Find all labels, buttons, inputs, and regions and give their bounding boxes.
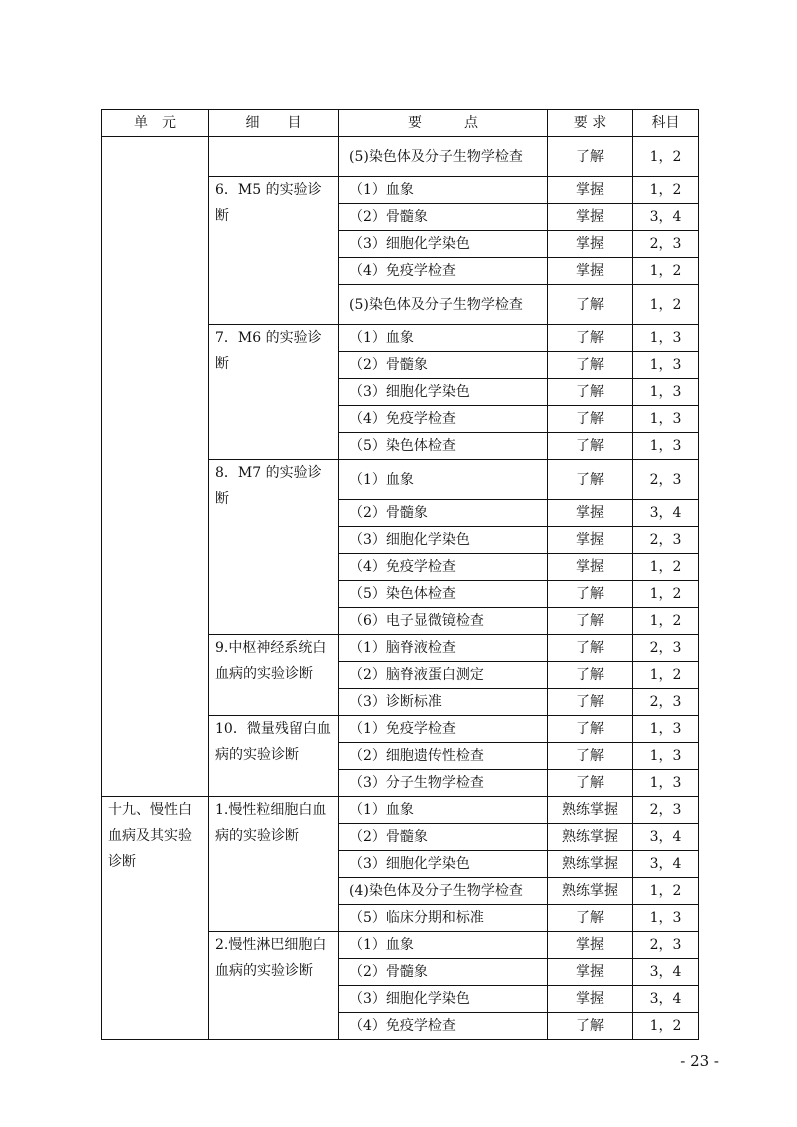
point-cell: （2）骨髓象 — [339, 500, 548, 527]
point-cell: （2）骨髓象 — [339, 352, 548, 379]
subject-cell: 3，4 — [633, 851, 699, 878]
item-cell: 10．微量残留白血病的实验诊断 — [209, 716, 339, 797]
subject-cell: 1，3 — [633, 325, 699, 352]
point-cell: （3）细胞化学染色 — [339, 986, 548, 1013]
point-cell: （5）临床分期和标准 — [339, 905, 548, 932]
point-cell: （1）血象 — [339, 460, 548, 500]
requirement-cell: 掌握 — [548, 932, 633, 959]
requirement-cell: 了解 — [548, 716, 633, 743]
point-cell: （4）免疫学检查 — [339, 258, 548, 285]
subject-cell: 3，4 — [633, 500, 699, 527]
table-row — [102, 797, 699, 824]
point-cell: （2）骨髓象 — [339, 959, 548, 986]
subject-cell: 2，3 — [633, 527, 699, 554]
requirement-cell: 了解 — [548, 137, 633, 177]
subject-cell: 1，3 — [633, 716, 699, 743]
subject-cell: 1，2 — [633, 137, 699, 177]
requirement-cell: 掌握 — [548, 986, 633, 1013]
syllabus-table — [101, 109, 699, 1040]
point-cell: （4）免疫学检查 — [339, 1013, 548, 1040]
point-cell: （2）脑脊液蛋白测定 — [339, 662, 548, 689]
item-cell: 6．M5 的实验诊断 — [209, 177, 339, 325]
requirement-cell: 掌握 — [548, 231, 633, 258]
subject-cell: 1，2 — [633, 258, 699, 285]
subject-cell: 2，3 — [633, 932, 699, 959]
requirement-cell: 了解 — [548, 662, 633, 689]
point-cell: （2）骨髓象 — [339, 204, 548, 231]
requirement-cell: 掌握 — [548, 554, 633, 581]
item-cell: 2.慢性淋巴细胞白血病的实验诊断 — [209, 932, 339, 1040]
requirement-cell: 了解 — [548, 608, 633, 635]
requirement-cell: 了解 — [548, 635, 633, 662]
requirement-cell: 了解 — [548, 1013, 633, 1040]
subject-cell: 1，2 — [633, 285, 699, 325]
subject-cell: 1，2 — [633, 177, 699, 204]
requirement-cell: 了解 — [548, 770, 633, 797]
subject-cell: 1，2 — [633, 1013, 699, 1040]
subject-cell: 1，3 — [633, 743, 699, 770]
point-cell: （5）染色体检查 — [339, 433, 548, 460]
point-cell: （3）分子生物学检查 — [339, 770, 548, 797]
subject-cell: 2，3 — [633, 635, 699, 662]
header-requirement: 要 求 — [548, 110, 633, 137]
point-cell: （1）血象 — [339, 325, 548, 352]
header-point: 要 点 — [339, 110, 548, 137]
point-cell: （4）免疫学检查 — [339, 406, 548, 433]
point-cell: (5)染色体及分子生物学检查 — [339, 137, 548, 177]
requirement-cell: 熟练掌握 — [548, 851, 633, 878]
requirement-cell: 了解 — [548, 406, 633, 433]
point-cell: （4）免疫学检查 — [339, 554, 548, 581]
requirement-cell: 掌握 — [548, 959, 633, 986]
subject-cell: 1，3 — [633, 770, 699, 797]
requirement-cell: 了解 — [548, 581, 633, 608]
point-cell: （1）血象 — [339, 797, 548, 824]
page-number: - 23 - — [680, 1052, 719, 1070]
item-cell: 8．M7 的实验诊断 — [209, 460, 339, 635]
subject-cell: 1，2 — [633, 581, 699, 608]
requirement-cell: 了解 — [548, 352, 633, 379]
requirement-cell: 熟练掌握 — [548, 797, 633, 824]
item-cell: 7．M6 的实验诊断 — [209, 325, 339, 460]
subject-cell: 1，2 — [633, 662, 699, 689]
requirement-cell: 了解 — [548, 689, 633, 716]
subject-cell: 2，3 — [633, 797, 699, 824]
subject-cell: 1，3 — [633, 905, 699, 932]
requirement-cell: 了解 — [548, 325, 633, 352]
item-cell: 9.中枢神经系统白血病的实验诊断 — [209, 635, 339, 716]
header-item: 细 目 — [209, 110, 339, 137]
subject-cell: 2，3 — [633, 231, 699, 258]
requirement-cell: 了解 — [548, 743, 633, 770]
subject-cell: 1，2 — [633, 608, 699, 635]
point-cell: （1）血象 — [339, 177, 548, 204]
point-cell: （1）血象 — [339, 932, 548, 959]
unit-cell: 十九、慢性白血病及其实验诊断 — [102, 797, 209, 1040]
table-body — [102, 137, 699, 1040]
point-cell: (5)染色体及分子生物学检查 — [339, 285, 548, 325]
requirement-cell: 掌握 — [548, 177, 633, 204]
point-cell: (4)染色体及分子生物学检查 — [339, 878, 548, 905]
subject-cell: 3，4 — [633, 986, 699, 1013]
header-unit: 单 元 — [102, 110, 209, 137]
requirement-cell: 了解 — [548, 460, 633, 500]
subject-cell: 3，4 — [633, 959, 699, 986]
subject-cell: 3，4 — [633, 204, 699, 231]
requirement-cell: 了解 — [548, 905, 633, 932]
subject-cell: 1，3 — [633, 406, 699, 433]
subject-cell: 2，3 — [633, 689, 699, 716]
point-cell: （3）细胞化学染色 — [339, 851, 548, 878]
point-cell: （2）细胞遗传性检查 — [339, 743, 548, 770]
point-cell: （3）细胞化学染色 — [339, 379, 548, 406]
subject-cell: 1，3 — [633, 433, 699, 460]
requirement-cell: 熟练掌握 — [548, 824, 633, 851]
subject-cell: 1，3 — [633, 379, 699, 406]
point-cell: （2）骨髓象 — [339, 824, 548, 851]
requirement-cell: 了解 — [548, 379, 633, 406]
point-cell: （5）染色体检查 — [339, 581, 548, 608]
requirement-cell: 掌握 — [548, 527, 633, 554]
point-cell: （1）免疫学检查 — [339, 716, 548, 743]
point-cell: （3）细胞化学染色 — [339, 231, 548, 258]
subject-cell: 1，3 — [633, 352, 699, 379]
requirement-cell: 熟练掌握 — [548, 878, 633, 905]
subject-cell: 1，2 — [633, 878, 699, 905]
subject-cell: 3，4 — [633, 824, 699, 851]
unit-cell — [102, 137, 209, 797]
item-cell — [209, 137, 339, 177]
requirement-cell: 了解 — [548, 285, 633, 325]
subject-cell: 2，3 — [633, 460, 699, 500]
point-cell: （6）电子显微镜检查 — [339, 608, 548, 635]
header-subject: 科目 — [633, 110, 699, 137]
table-row — [102, 137, 699, 177]
requirement-cell: 掌握 — [548, 500, 633, 527]
point-cell: （3）诊断标准 — [339, 689, 548, 716]
requirement-cell: 了解 — [548, 433, 633, 460]
point-cell: （1）脑脊液检查 — [339, 635, 548, 662]
subject-cell: 1，2 — [633, 554, 699, 581]
item-cell: 1.慢性粒细胞白血病的实验诊断 — [209, 797, 339, 932]
requirement-cell: 掌握 — [548, 204, 633, 231]
requirement-cell: 掌握 — [548, 258, 633, 285]
point-cell: （3）细胞化学染色 — [339, 527, 548, 554]
table-header-row — [102, 110, 699, 137]
